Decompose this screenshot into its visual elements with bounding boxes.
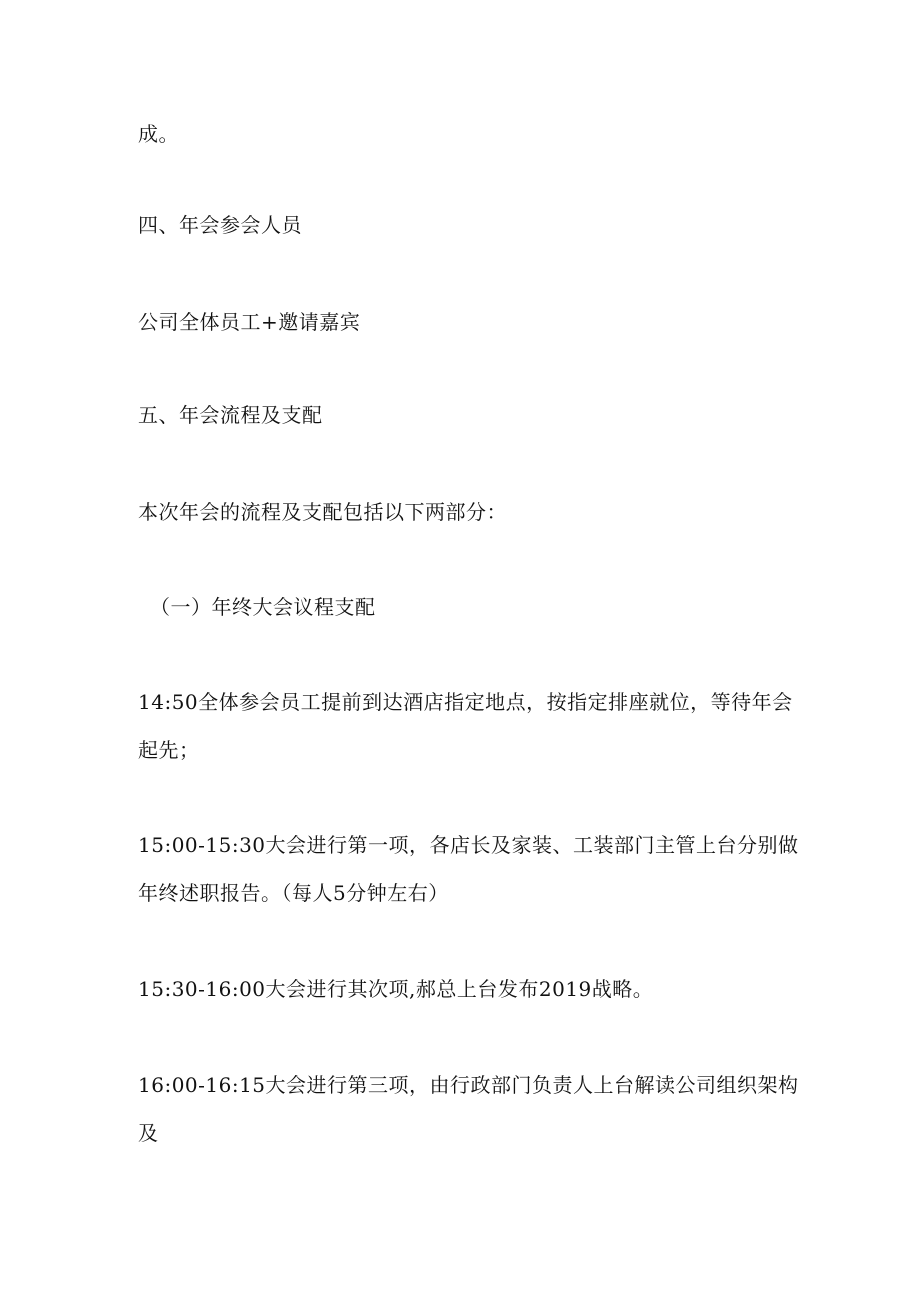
section-heading-process: 五、年会流程及支配 xyxy=(138,403,323,427)
text-line-continuation: 成。 xyxy=(138,122,179,146)
text-line-agenda-1450: 14:50全体参会员工提前到达酒店指定地点，按指定排座就位，等待年会 xyxy=(138,690,793,714)
text-line-agenda-1500: 15:00-15:30大会进行第一项，各店长及家装、工装部门主管上台分别做 xyxy=(138,833,799,857)
text-line-process-intro: 本次年会的流程及支配包括以下两部分： xyxy=(138,500,507,524)
text-line-agenda-1530: 15:30-16:00大会进行其次项,郝总上台发布2019战略。 xyxy=(138,977,654,1001)
text-line-agenda-1600: 16:00-16:15大会进行第三项，由行政部门负责人上台解读公司组织架构 xyxy=(138,1073,799,1097)
text-line-agenda-1500-cont: 年终述职报告。（每人5分钟左右） xyxy=(138,881,449,905)
text-line-agenda-1450-cont: 起先； xyxy=(138,738,200,762)
text-line-attendees: 公司全体员工+邀请嘉宾 xyxy=(138,310,361,334)
text-line-agenda-1600-cont: 及 xyxy=(138,1121,159,1145)
section-heading-attendees: 四、年会参会人员 xyxy=(138,213,302,237)
subsection-heading-agenda: （一）年终大会议程支配 xyxy=(150,595,376,619)
